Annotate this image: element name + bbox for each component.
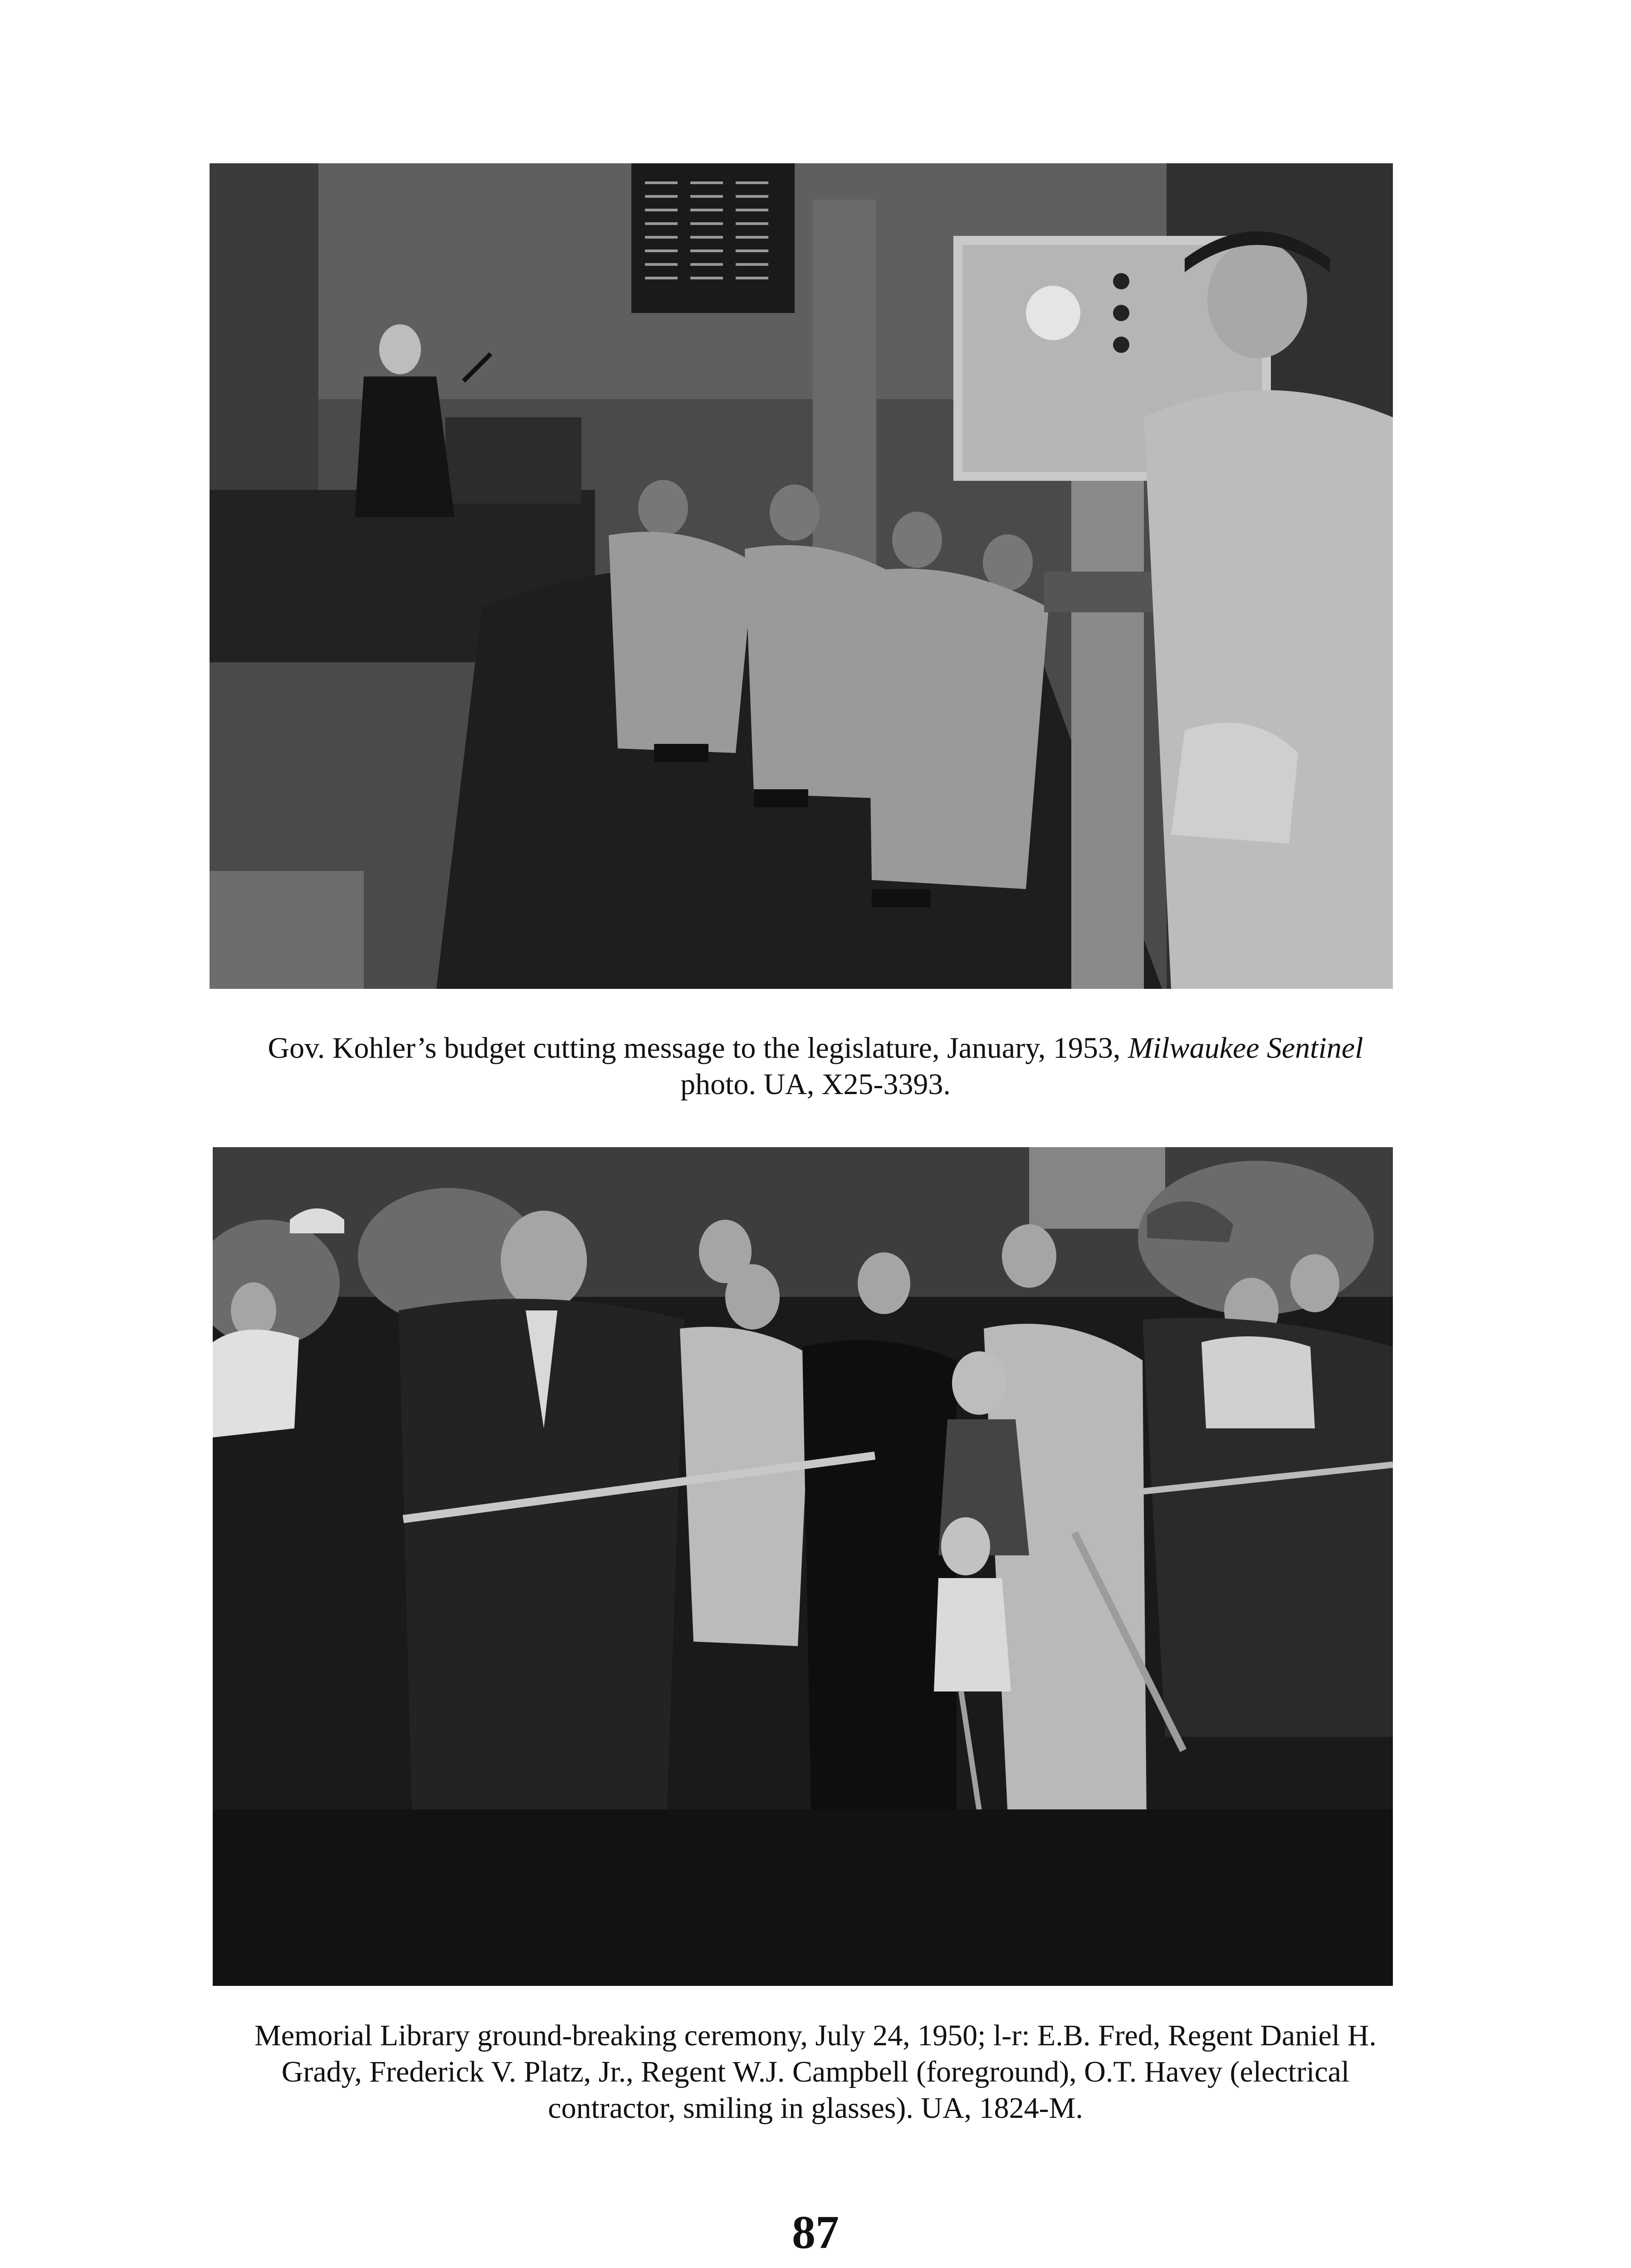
ground-breaking-photo — [213, 1147, 1393, 1986]
ground-breaking-photo-caption: Memorial Library ground-breaking ceremony, July 24, 1950; l-r: E.B. Fred, Regent Daniel H. Grady, Frederick V. Platz, Jr., Regent W.J. Campbell (foreground), O.T. Havey (electrical contractor, smiling in glasses). UA, 1824-M. — [254, 2019, 1377, 2125]
caption-text: Gov. Kohler’s budget cutting message to the legislature, January, 1953, — [268, 1031, 1128, 1065]
legislature-photo-caption — [227, 1030, 1404, 1103]
legislature-photo — [210, 163, 1393, 989]
caption-italic-source: Milwaukee Sentinel — [1128, 1031, 1363, 1065]
page-number: 87 — [792, 2206, 839, 2258]
caption-text-end: photo. UA, X25-3393. — [680, 1068, 951, 1101]
